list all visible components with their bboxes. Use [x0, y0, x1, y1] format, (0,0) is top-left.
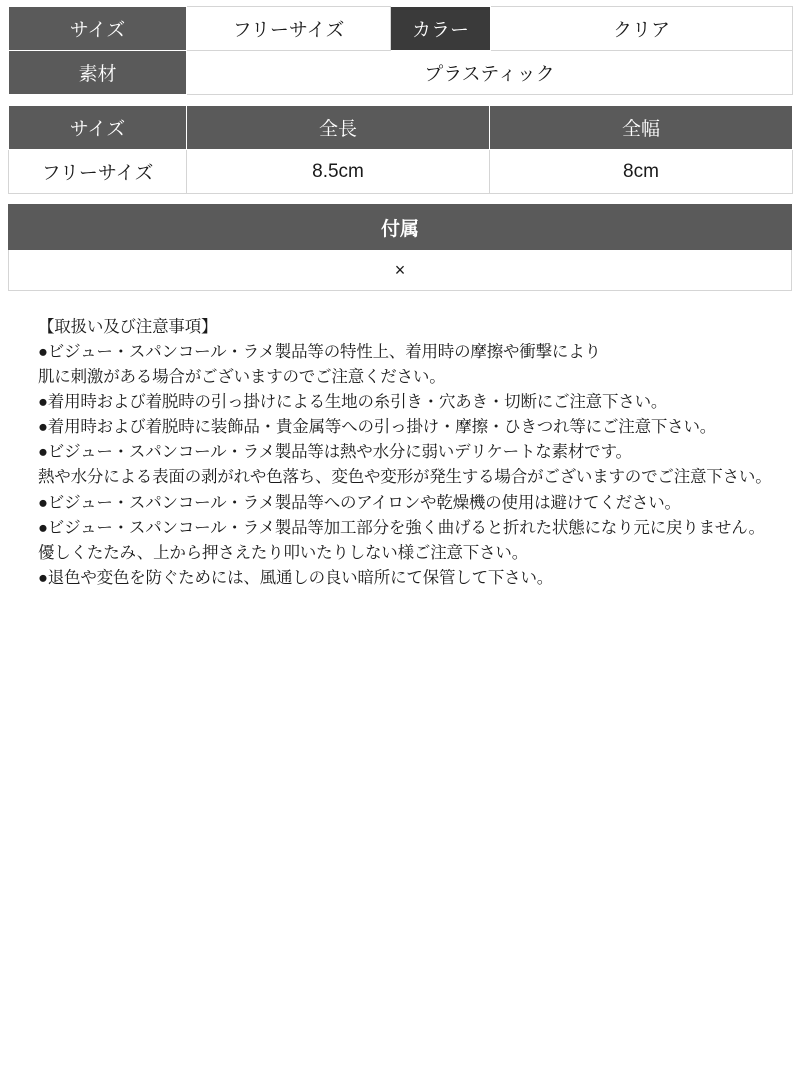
width-cell: 8cm: [490, 150, 793, 194]
note-line: ●着用時および着脱時の引っ掛けによる生地の糸引き・穴あき・切断にご注意下さい。: [38, 393, 668, 412]
table-row: [9, 150, 793, 194]
note-line: ●ビジュー・スパンコール・ラメ製品等は熱や水分に弱いデリケートな素材です。: [38, 443, 632, 462]
material-value: プラスティック: [187, 51, 793, 95]
material-label: 素材: [9, 51, 187, 95]
size-value: フリーサイズ: [187, 7, 391, 51]
length-cell: 8.5cm: [187, 150, 490, 194]
size-spec-table: [8, 105, 793, 194]
note-line: ●ビジュー・スパンコール・ラメ製品等の特性上、着用時の摩擦や衝撃により: [38, 343, 601, 362]
note-line: ●ビジュー・スパンコール・ラメ製品等加工部分を強く曲げると折れた状態になり元に戻りません。: [38, 518, 765, 537]
color-label: カラー: [391, 7, 491, 51]
table-row: [9, 51, 793, 95]
table-header-row: [9, 106, 793, 150]
note-line: ●ビジュー・スパンコール・ラメ製品等へのアイロンや乾燥機の使用は避けてください。: [38, 493, 681, 512]
width-col-header: 全幅: [490, 106, 793, 150]
accessory-header: 付属: [9, 205, 792, 250]
basic-spec-table: [8, 6, 793, 95]
handling-notes: [38, 315, 792, 591]
size-col-header: サイズ: [9, 106, 187, 150]
note-line: 熱や水分による表面の剥がれや色落ち、変色や変形が発生する場合がございますのでご注意下さい。: [38, 468, 772, 487]
notes-title: 【取扱い及び注意事項】: [38, 318, 218, 336]
color-value: クリア: [491, 7, 793, 51]
note-line: 肌に刺激がある場合がございますのでご注意ください。: [38, 368, 446, 387]
accessory-table: [8, 204, 792, 291]
size-label: サイズ: [9, 7, 187, 51]
length-col-header: 全長: [187, 106, 490, 150]
size-cell: フリーサイズ: [9, 150, 187, 194]
note-line: 優しくたたみ、上から押さえたり叩いたりしない様ご注意下さい。: [38, 543, 528, 562]
table-header-row: [9, 205, 792, 250]
table-row: [9, 250, 792, 291]
note-line: ●退色や変色を防ぐためには、風通しの良い暗所にて保管して下さい。: [38, 568, 554, 587]
note-line: ●着用時および着脱時に装飾品・貴金属等への引っ掛け・摩擦・ひきつれ等にご注意下さい。: [38, 418, 717, 437]
table-row: [9, 7, 793, 51]
accessory-value: ×: [9, 250, 792, 291]
